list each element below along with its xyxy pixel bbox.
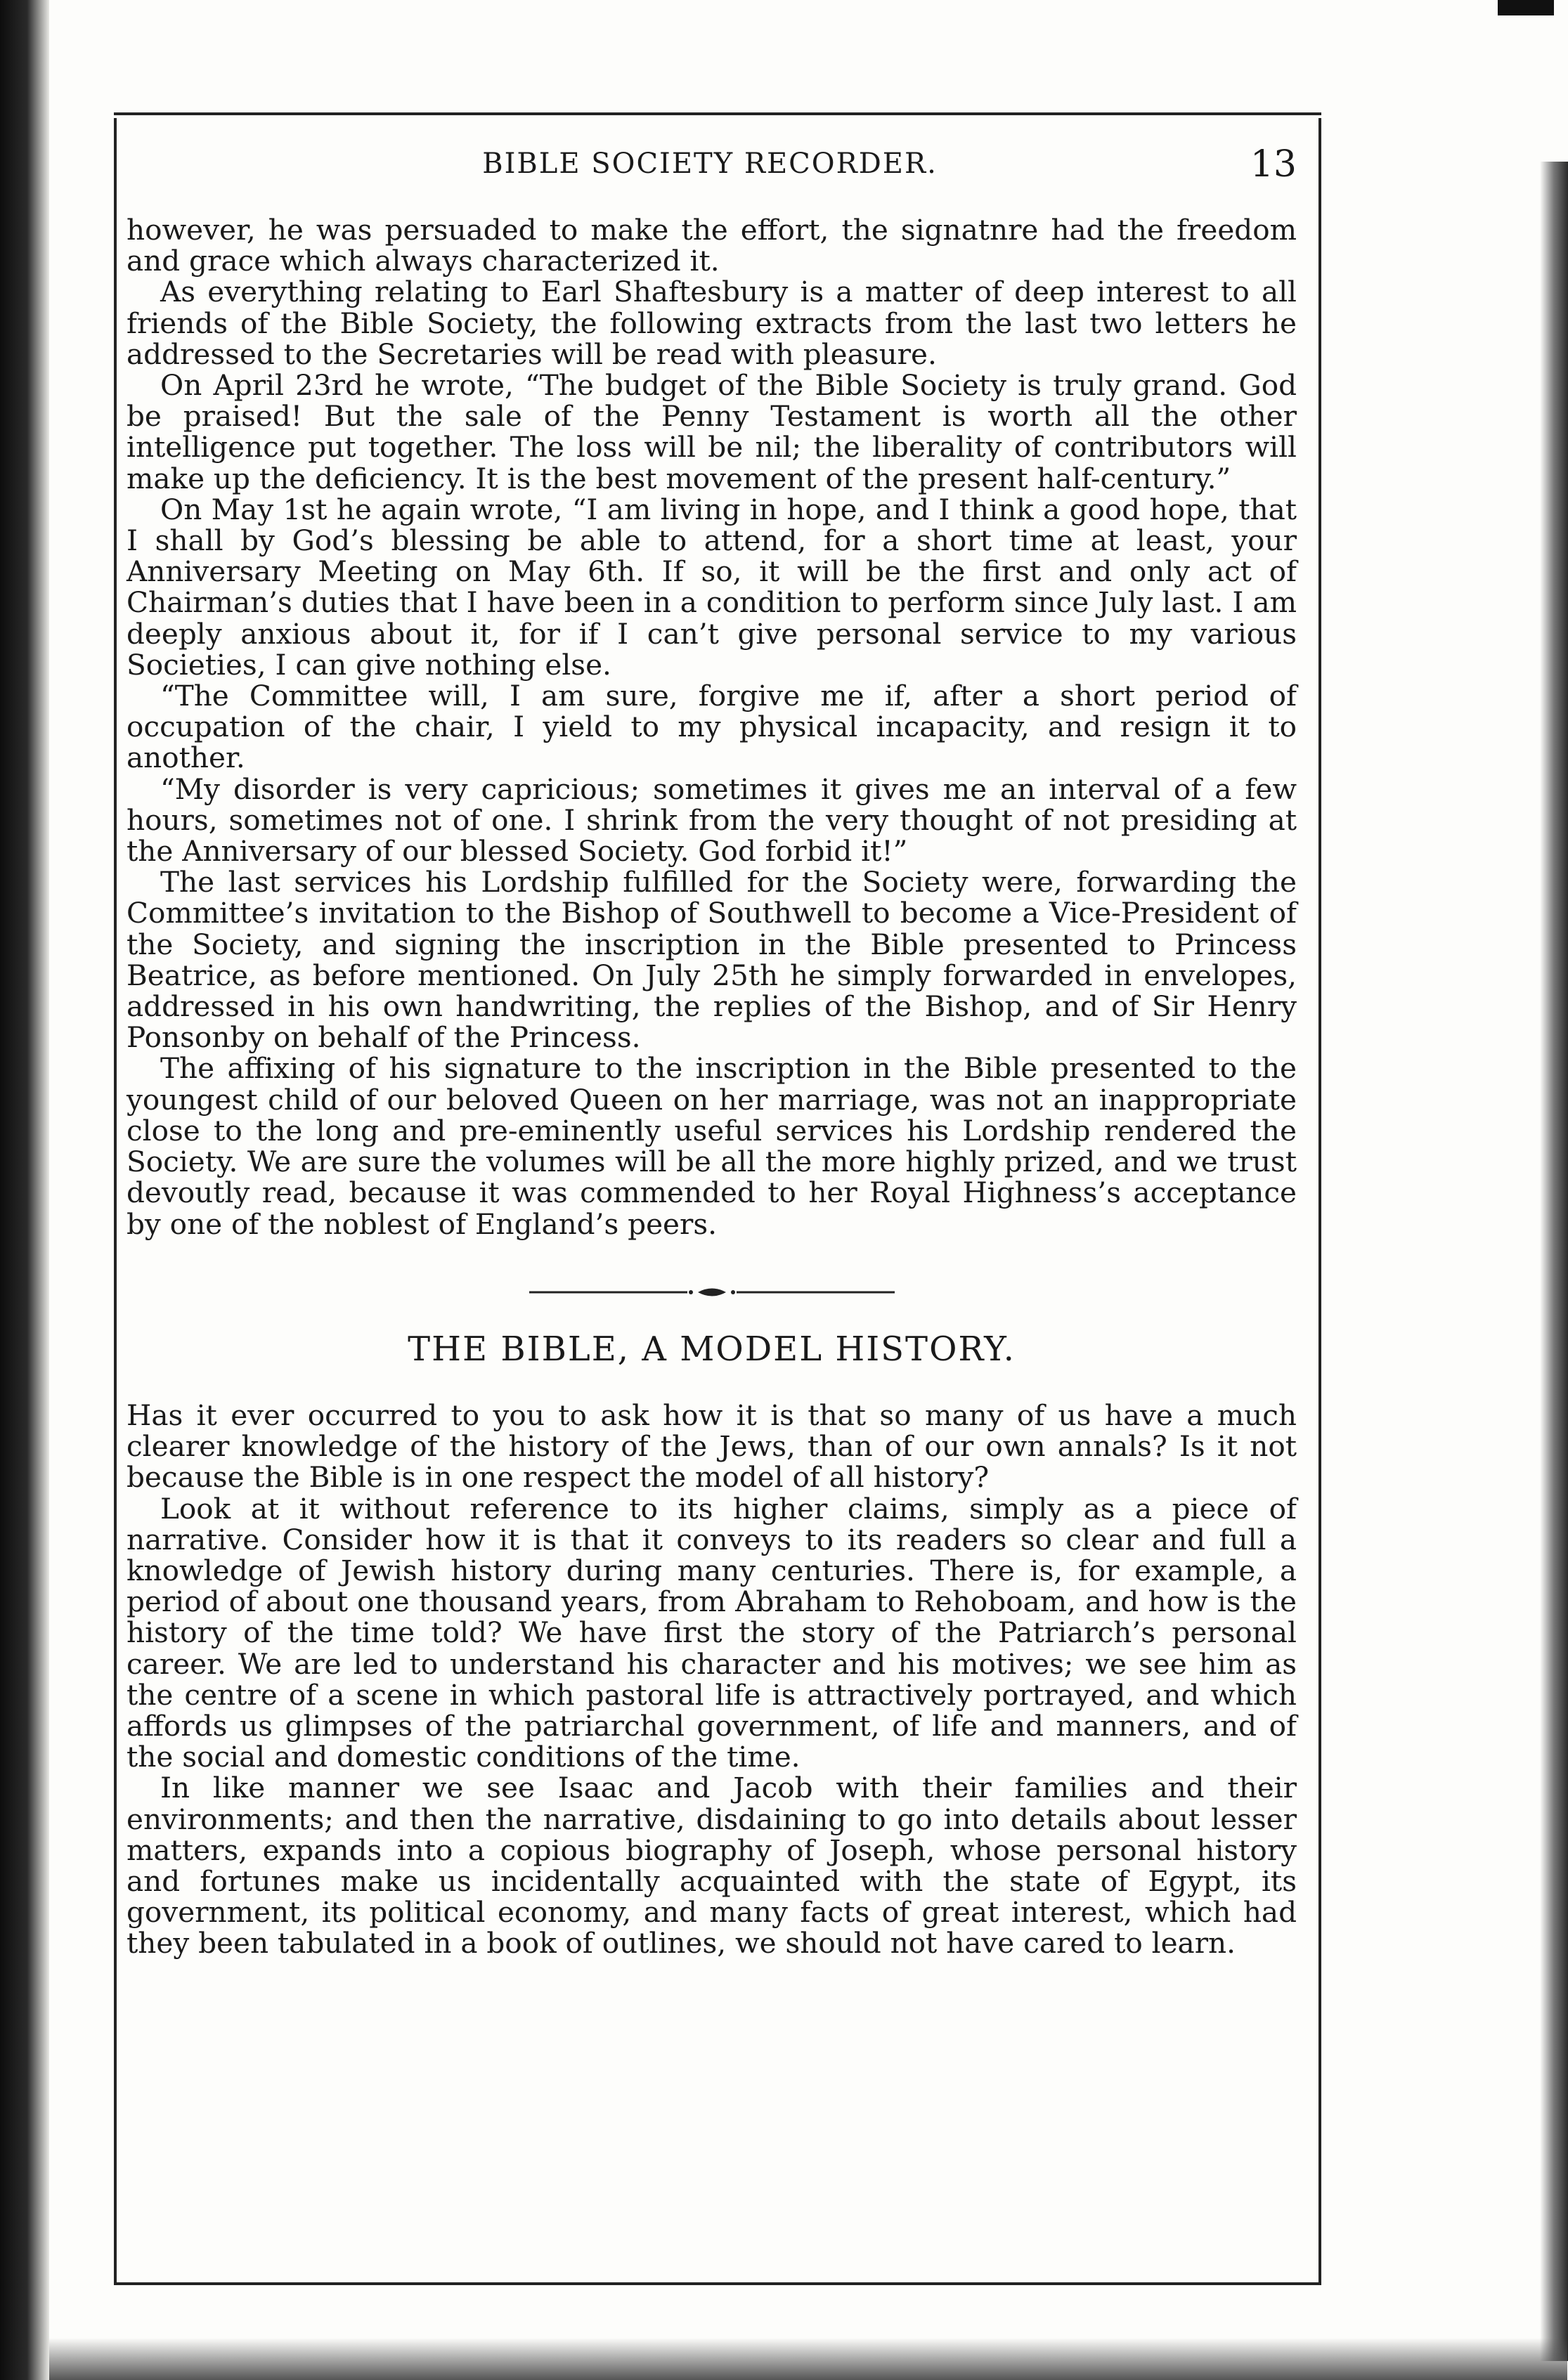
paragraph: The last services his Lordship fulfilled for the Society were, forwarding the Committee’s invitation to the Bishop of Southwell to become a Vice-President of the Society, and signing the inscription in the Bible presented to Princess Beatrice, as before mentioned. On July 25th he simply forwarded in envelopes, addressed in his own handwriting, the replies of the Bishop, and of Sir Henry Ponsonby on behalf of the Princess. [127, 865, 1297, 1055]
bottom-rule [114, 2282, 1321, 2285]
paragraph: Has it ever occurred to you to ask how it is that so many of us have a much clearer knowledge of the history of the Jews, than of our own annals? Is it not because the Bible is in one respect the model of all history? [127, 1398, 1297, 1495]
paragraph: The affixing of his signature to the inscription in the Bible presented to the youngest child of our beloved Queen on her marriage, was not an inappropriate close to the long and pre-eminently useful services his Lordship rendered the Society. We are sure the volumes will be all the more highly prized, and we trust devoutly read, because it was commended to her Royal Highness’s acceptance by one of the noblest of England’s peers. [127, 1051, 1297, 1241]
paragraph: “My disorder is very capricious; sometimes it gives me an interval of a few hours, sometimes not of one. I shrink from the very thought of not presiding at the Anniversary of our blessed Society. God forbid it!” [127, 772, 1297, 869]
page-edge-shadow [1540, 162, 1568, 2361]
paragraph: As everything relating to Earl Shaftesbury is a matter of deep interest to all friends of the Bible Society, the following extracts from the last two letters he addressed to the Secretaries will be read with pleasure. [127, 275, 1297, 371]
page-body [127, 214, 1297, 1959]
paragraph: On April 23rd he wrote, “The budget of the Bible Society is truly grand. God be praised! But the sale of the Penny Testament is worth all the other intelligence put together. The loss will be nil; the liberality of contributors will make up the deficiency. It is the best movement of the present half-century.” [127, 368, 1297, 495]
running-head: BIBLE SOCIETY RECORDER. [482, 148, 938, 180]
page-number: 13 [1250, 143, 1297, 186]
section-divider-ornament [529, 1282, 895, 1303]
paragraph: however, he was persuaded to make the effort, the signatnre had the freedom and grace which always characterized it. [127, 213, 1297, 278]
paragraph: Look at it without reference to its higher claims, simply as a piece of narrative. Consider how it is that it conveys to its readers so clear and full a knowledge of Jewish history during many centuries. There is, for example, a period of about one thousand years, from Abraham to Rehoboam, and how is the history of the time told? We have first the story of the Patriarch’s personal career. We are led to understand his character and his motives; we see him as the centre of a scene in which pastoral life is attractively portrayed, and which affords us glimpses of the patriarchal government, of life and manners, and of the social and domestic conditions of the time. [127, 1491, 1297, 1774]
scan-corner-mark [1498, 0, 1554, 15]
paragraph: “The Committee will, I am sure, forgive me if, after a short period of occupation of the chair, I yield to my physical incapacity, and resign it to another. [127, 679, 1297, 775]
paragraph: In like manner we see Isaac and Jacob with their families and their environments; and then the narrative, disdaining to go into details about lesser matters, expands into a copious biography of Joseph, whose personal history and fortunes make us incidentally acquainted with the state of Egypt, its government, its political economy, and many facts of great interest, which had they been tabulated in a book of outlines, we should not have cared to learn. [127, 1771, 1297, 1960]
page-header [123, 143, 1297, 197]
article-continuation [127, 214, 1297, 1240]
article-body [127, 1400, 1297, 1959]
section-heading: THE BIBLE, A MODEL HISTORY. [408, 1329, 1016, 1369]
paragraph: On May 1st he again wrote, “I am living in hope, and I think a good hope, that I shall by God’s blessing be able to attend, for a short time at least, your Anniversary Meeting on May 6th. If so, it will be the first and only act of Chairman’s duties that I have been in a condition to perform since July last. I am deeply anxious about it, for if I can’t give personal service to my various Societies, I can give nothing else. [127, 492, 1297, 682]
top-rule [114, 112, 1321, 115]
book-spine-shadow [0, 0, 49, 2380]
bottom-edge-shadow [49, 2338, 1567, 2380]
